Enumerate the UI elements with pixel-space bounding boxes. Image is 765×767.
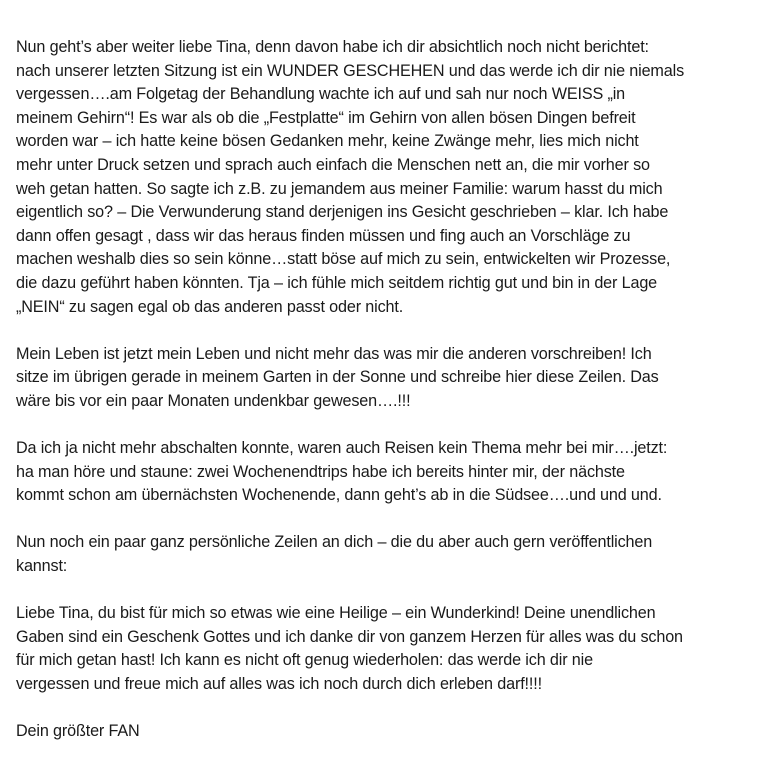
letter-body xyxy=(16,36,756,744)
text-line: wäre bis vor ein paar Monaten undenkbar gewesen….!!! xyxy=(16,391,411,410)
text-line: für mich getan hast! Ich kann es nicht oft genug wiederholen: das werde ich dir nie xyxy=(16,651,593,670)
text-line: Gaben sind ein Geschenk Gottes und ich danke dir von ganzem Herzen für alles was du schon xyxy=(16,627,683,646)
text-line: mehr unter Druck setzen und sprach auch einfach die Menschen nett an, die mir vorher so xyxy=(16,155,650,174)
text-line: meinem Gehirn“! Es war als ob die „Festplatte“ im Gehirn von allen bösen Dingen befreit xyxy=(16,108,636,127)
text-line: die dazu geführt haben könnten. Tja – ich fühle mich seitdem richtig gut und bin in der Lage xyxy=(16,273,658,292)
text-line: Da ich ja nicht mehr abschalten konnte, waren auch Reisen kein Thema mehr bei mir….jetzt: xyxy=(16,439,668,458)
text-line: kommt schon am übernächsten Wochenende, dann geht’s ab in die Südsee….und und und. xyxy=(16,486,662,505)
paragraph-my-life xyxy=(16,343,756,414)
text-line: „NEIN“ zu sagen egal ob das anderen passt oder nicht. xyxy=(16,297,404,316)
text-line: ha man höre und staune: zwei Wochenendtrips habe ich bereits hinter mir, der nächste xyxy=(16,462,625,481)
signature: Dein größter FAN xyxy=(16,722,140,741)
text-line: sitze im übrigen gerade in meinem Garten in der Sonne und schreibe hier diese Zeilen. Das xyxy=(16,368,659,387)
text-line: kannst: xyxy=(16,557,68,576)
text-line: dann offen gesagt , dass wir das heraus finden müssen und fing auch an Vorschläge zu xyxy=(16,226,631,245)
text-line: Nun noch ein paar ganz persönliche Zeilen an dich – die du aber auch gern veröffentlichen xyxy=(16,533,653,552)
text-line: weh getan hatten. So sagte ich z.B. zu jemandem aus meiner Familie: warum hasst du mich xyxy=(16,179,663,198)
text-line: vergessen….am Folgetag der Behandlung wachte ich auf und sah nur noch WEISS „in xyxy=(16,85,626,104)
text-line: machen weshalb dies so sein könne…statt böse auf mich zu sein, entwickelten wir Prozesse, xyxy=(16,250,671,269)
text-line: eigentlich so? – Die Verwunderung stand derjenigen ins Gesicht geschrieben – klar. Ich habe xyxy=(16,203,669,222)
text-line: nach unserer letzten Sitzung ist ein WUNDER GESCHEHEN und das werde ich dir nie niemals xyxy=(16,61,685,80)
text-line: Mein Leben ist jetzt mein Leben und nicht mehr das was mir die anderen vorschreiben! Ich xyxy=(16,344,652,363)
text-line: Nun geht’s aber weiter liebe Tina, denn davon habe ich dir absichtlich noch nicht berichtet: xyxy=(16,38,649,56)
text-line: vergessen und freue mich auf alles was ich noch durch dich erleben darf!!!! xyxy=(16,675,542,694)
paragraph-personal-intro xyxy=(16,531,756,578)
paragraph-wonder xyxy=(16,36,756,319)
text-line: Liebe Tina, du bist für mich so etwas wie eine Heilige – ein Wunderkind! Deine unendlichen xyxy=(16,604,656,623)
text-line: worden war – ich hatte keine bösen Gedanken mehr, keine Zwänge mehr, lies mich nicht xyxy=(16,132,639,151)
paragraph-travel xyxy=(16,437,756,508)
paragraph-dear-tina xyxy=(16,602,756,696)
